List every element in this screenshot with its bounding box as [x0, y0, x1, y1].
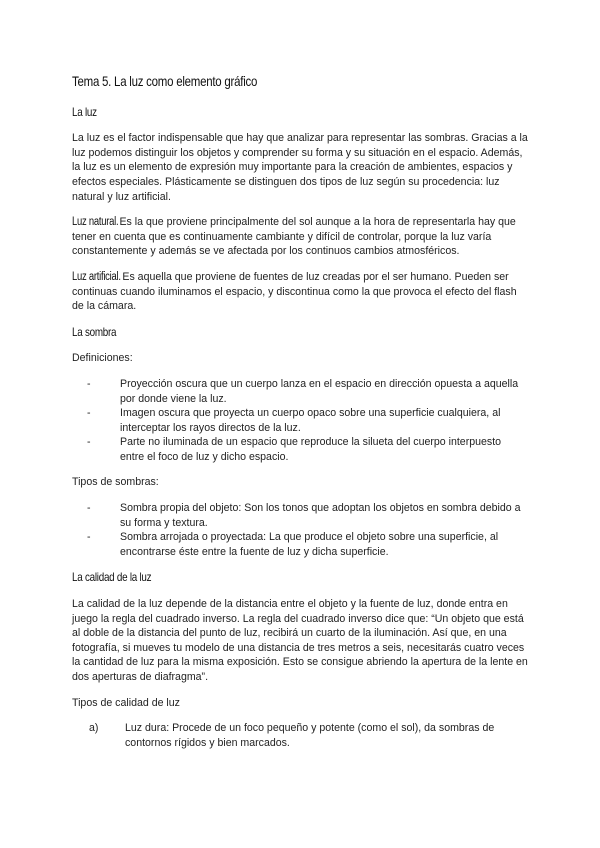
- list-item-text: Proyección oscura que un cuerpo lanza en el espacio en dirección opuesta a aquella por donde viene la luz.: [120, 377, 519, 405]
- alpha-marker: a): [89, 722, 99, 735]
- tipos-calidad-label: Tipos de calidad de luz: [72, 696, 180, 709]
- tipos-sombras-list: [72, 501, 528, 559]
- luz-artificial-label: Luz artificial.: [72, 270, 121, 283]
- list-item: [87, 377, 528, 406]
- dash-marker: -: [87, 436, 91, 449]
- tipos-calidad-list: [72, 721, 528, 750]
- section-heading-luz: La luz: [72, 104, 97, 119]
- list-item-text: Parte no iluminada de un espacio que reproduce la silueta del cuerpo interpuesto entre el foco de luz y dicho espacio.: [120, 436, 502, 463]
- list-item: [89, 721, 528, 750]
- calidad-paragraph: La calidad de la luz depende de la distancia entre el objeto y la fuente de luz, donde entra en juego la regla del cuadrado inverso. La regla del cuadrado inverso dice que: “Un objeto que está al doble de la distancia del punto de luz, recibirá un cuarto de la iluminación. Así que, en una fotografía, si mueves tu modelo de una distancia de tres metros a seis, necesitarás cuatro veces la cantidad de luz para la misma exposición. Esto se consigue abriendo la apertura de la lente en dos aperturas de diafragma”.: [72, 598, 528, 683]
- list-item-text: Imagen oscura que proyecta un cuerpo opaco sobre una superficie cualquiera, al interceptar los rayos directos de la luz.: [120, 407, 501, 434]
- list-item-text: Sombra arrojada o proyectada: La que produce el objeto sobre una superficie, al encontrarse éste entre la fuente de luz y dicha superficie.: [120, 531, 499, 558]
- luz-natural-label: Luz natural.: [72, 216, 119, 229]
- luz-natural-text: Es la que proviene principalmente del sol aunque a la hora de representarla hay que tener en cuenta que es continuamente cambiante y difícil de controlar, porque la luz varía constantemente y además se ve afectada por los continuos cambios atmosféricos.: [72, 216, 516, 258]
- list-item-text: Luz dura: Procede de un foco pequeño y potente (como el sol), da sombras de contornos rígidos y bien marcados.: [125, 722, 495, 749]
- tipos-sombras-label: Tipos de sombras:: [72, 476, 159, 489]
- dash-marker: -: [87, 531, 91, 544]
- section-heading-sombra: La sombra: [72, 324, 117, 339]
- section-heading-calidad: La calidad de la luz: [72, 570, 152, 585]
- document-title: Tema 5. La luz como elemento gráfico: [72, 73, 258, 89]
- list-item: [87, 406, 528, 435]
- dash-marker: -: [87, 407, 91, 420]
- list-item: [87, 530, 528, 559]
- luz-artificial-paragraph: [72, 270, 528, 314]
- definiciones-list: [72, 377, 528, 465]
- dash-marker: -: [87, 377, 91, 390]
- document-content: [72, 74, 528, 750]
- luz-artificial-text: Es aquella que proviene de fuentes de luz creadas por el ser humano. Pueden ser continuas cuando iluminamos el espacio, y discontinua como la que provoca el efecto del flash de la cámara.: [72, 270, 517, 313]
- definiciones-label: Definiciones:: [72, 352, 133, 365]
- list-item: [87, 501, 528, 530]
- list-item: [87, 435, 528, 464]
- dash-marker: -: [87, 502, 91, 515]
- luz-natural-paragraph: [72, 215, 528, 259]
- luz-intro-paragraph: La luz es el factor indispensable que hay que analizar para representar las sombras. Gracias a la luz podemos distinguir los objetos y comprender su forma y su situación en el espacio. Además, la luz es un elemento de expresión muy importante para la creación de ambientes, espacios y efectos especiales. Plásticamente se distinguen dos tipos de luz según su procedencia: luz natural y luz artificial.: [72, 132, 528, 203]
- list-item-text: Sombra propia del objeto: Son los tonos que adoptan los objetos en sombra debido a su forma y textura.: [120, 502, 521, 529]
